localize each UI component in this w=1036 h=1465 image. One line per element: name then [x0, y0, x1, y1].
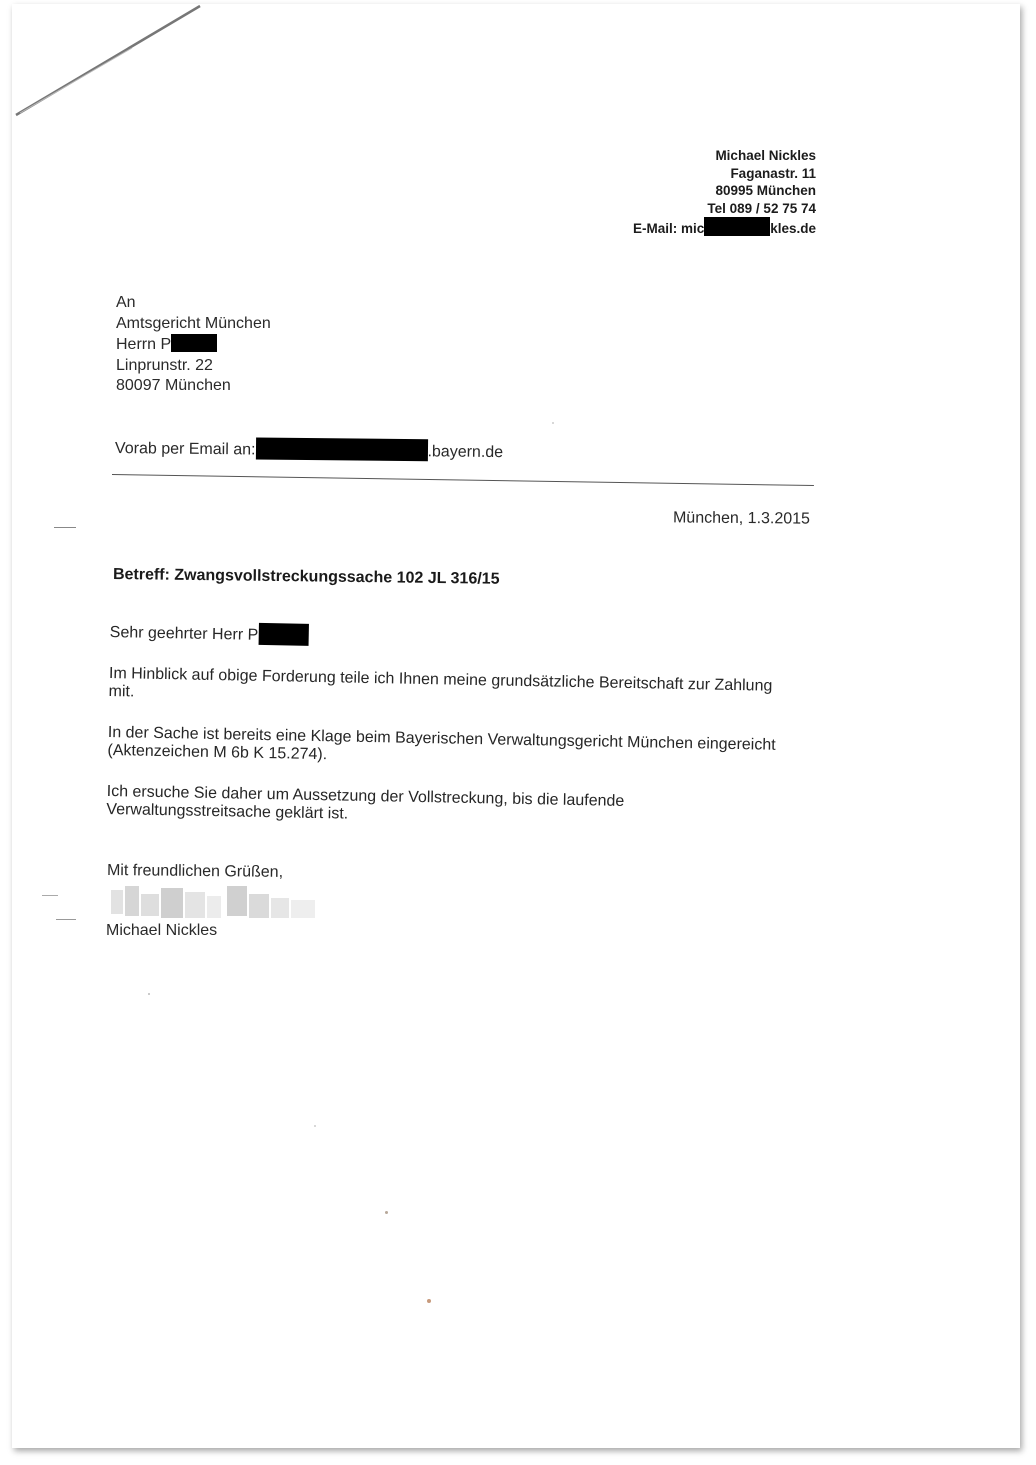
recipient-person-prefix: Herrn P: [116, 336, 172, 353]
advance-email-line: [115, 436, 503, 462]
scan-speck: [314, 1125, 316, 1127]
redaction-bar: [258, 623, 308, 646]
sender-name: Michael Nickles: [715, 148, 816, 163]
recipient-street: Linprunstr. 22: [116, 356, 213, 374]
paragraph: Ich ersuche Sie daher um Aussetzung der Vollstreckung, bis die laufende Verwaltungsstreitsache geklärt ist.: [106, 782, 625, 823]
letter-page: [12, 4, 1020, 1448]
recipient-label: An: [116, 294, 136, 311]
letter-body: [106, 620, 790, 855]
paragraph: In der Sache ist bereits eine Klage beim Bayerischen Verwaltungsgericht München eingereicht (Aktenzeichen M 6b K 15.274).: [107, 723, 776, 764]
sender-email: [633, 217, 816, 238]
redaction-bar: [704, 217, 770, 236]
scan-edge-mark: [42, 895, 58, 896]
header-divider: [112, 474, 814, 486]
sender-email-prefix: E-Mail: mic: [632, 221, 705, 236]
blurred-signature: [109, 886, 319, 922]
sender-street: Faganastr. 11: [730, 165, 816, 181]
recipient-court: Amtsgericht München: [116, 314, 271, 332]
recipient-address-block: [116, 293, 271, 397]
salutation: [110, 620, 790, 655]
recipient-person: [116, 334, 271, 356]
sender-email-suffix: kles.de: [770, 221, 816, 236]
redaction-bar: [255, 437, 427, 461]
scan-edge-mark: [54, 527, 76, 528]
subject-line: Betreff: Zwangsvollstreckungssache 102 JL 316/15: [112, 566, 500, 588]
scan-speck: [148, 993, 150, 995]
sender-phone: Tel 089 / 52 75 74: [707, 200, 816, 216]
paragraph: Im Hinblick auf obige Forderung teile ich Ihnen meine grundsätzliche Bereitschaft zur Zahlung mit.: [108, 664, 773, 701]
folded-corner-crease: [12, 4, 232, 134]
scan-edge-mark: [56, 919, 76, 920]
date-line: München, 1.3.2015: [672, 509, 811, 528]
sender-city: 80995 München: [715, 183, 816, 198]
advance-email-label: Vorab per Email an:: [114, 440, 256, 459]
recipient-city: 80097 München: [116, 377, 231, 394]
scan-speck: [427, 1299, 431, 1303]
advance-email-domain: .bayern.de: [427, 443, 504, 462]
scan-speck: [552, 422, 554, 424]
redaction-bar: [171, 334, 217, 352]
sender-address-block: [633, 147, 816, 238]
signer-name: Michael Nickles: [106, 922, 218, 939]
scan-speck: [385, 1211, 388, 1214]
closing-greeting: Mit freundlichen Grüßen,: [106, 862, 284, 881]
salutation-text: Sehr geehrter Herr P: [109, 623, 259, 644]
